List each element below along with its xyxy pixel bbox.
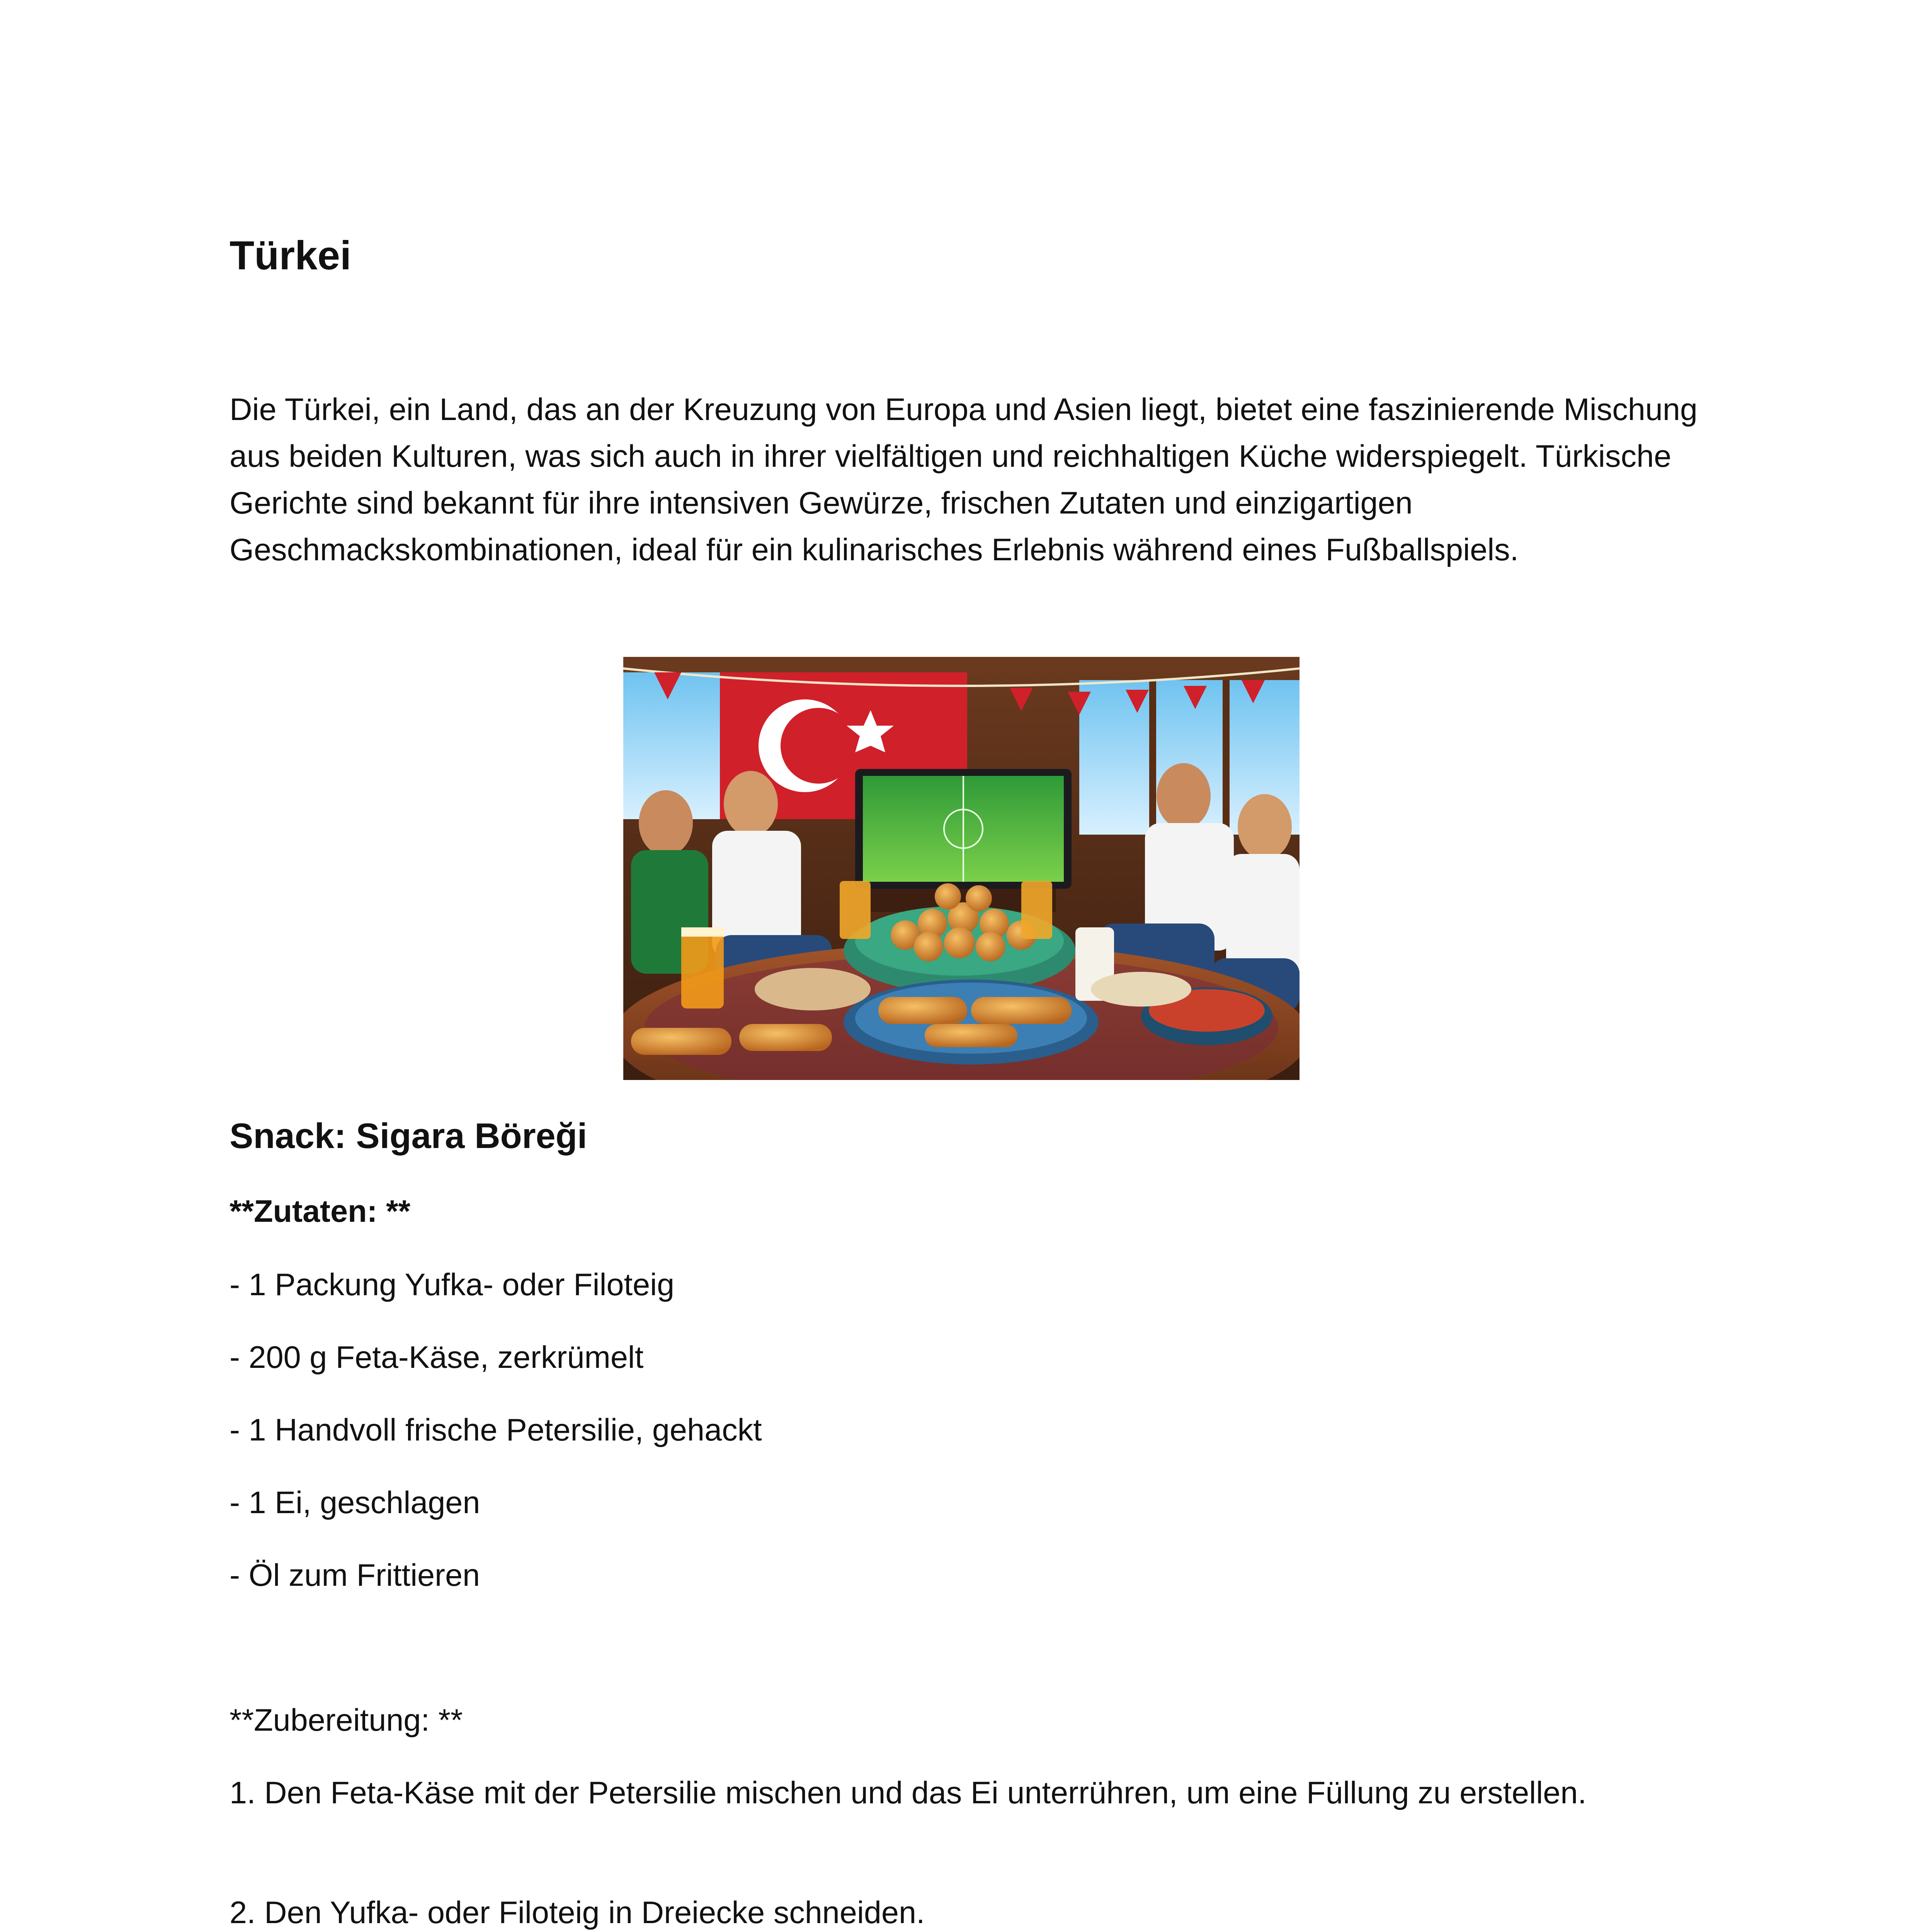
- intro-paragraph: Die Türkei, ein Land, das an der Kreuzung von Europa und Asien liegt, bietet eine faszinierende Mischung aus beiden Kulturen, was sich auch in ihrer vielfältigen und reichhaltigen Küche widerspiegelt. Türkische Gerichte sind bekannt für ihre intensiven Gewürze, frischen Zutaten und einzigartigen Geschmackskombinationen, ideal für ein kulinarisches Erlebnis während eines Fußballspiels.: [230, 392, 1698, 567]
- ingredients-heading: **Zutaten: **: [230, 1194, 411, 1229]
- list-item: - Öl zum Frittieren: [230, 1558, 480, 1593]
- list-item: - 1 Handvoll frische Petersilie, gehackt: [230, 1413, 762, 1447]
- step-item: 2. Den Yufka- oder Filoteig in Dreiecke schneiden.: [230, 1895, 925, 1930]
- snack-title: Snack: Sigara Böreği: [230, 1116, 587, 1156]
- list-item: - 1 Ei, geschlagen: [230, 1485, 480, 1520]
- football-party-illustration: [623, 657, 1300, 1080]
- step-item: 1. Den Feta-Käse mit der Petersilie mischen und das Ei unterrühren, um eine Füllung zu erstellen.: [230, 1776, 1587, 1810]
- page-title: Türkei: [230, 233, 352, 278]
- list-item: - 1 Packung Yufka- oder Filoteig: [230, 1267, 675, 1302]
- list-item: - 200 g Feta-Käse, zerkrümelt: [230, 1340, 644, 1375]
- preparation-heading: **Zubereitung: **: [230, 1703, 463, 1738]
- illustration-image: [623, 657, 1300, 1080]
